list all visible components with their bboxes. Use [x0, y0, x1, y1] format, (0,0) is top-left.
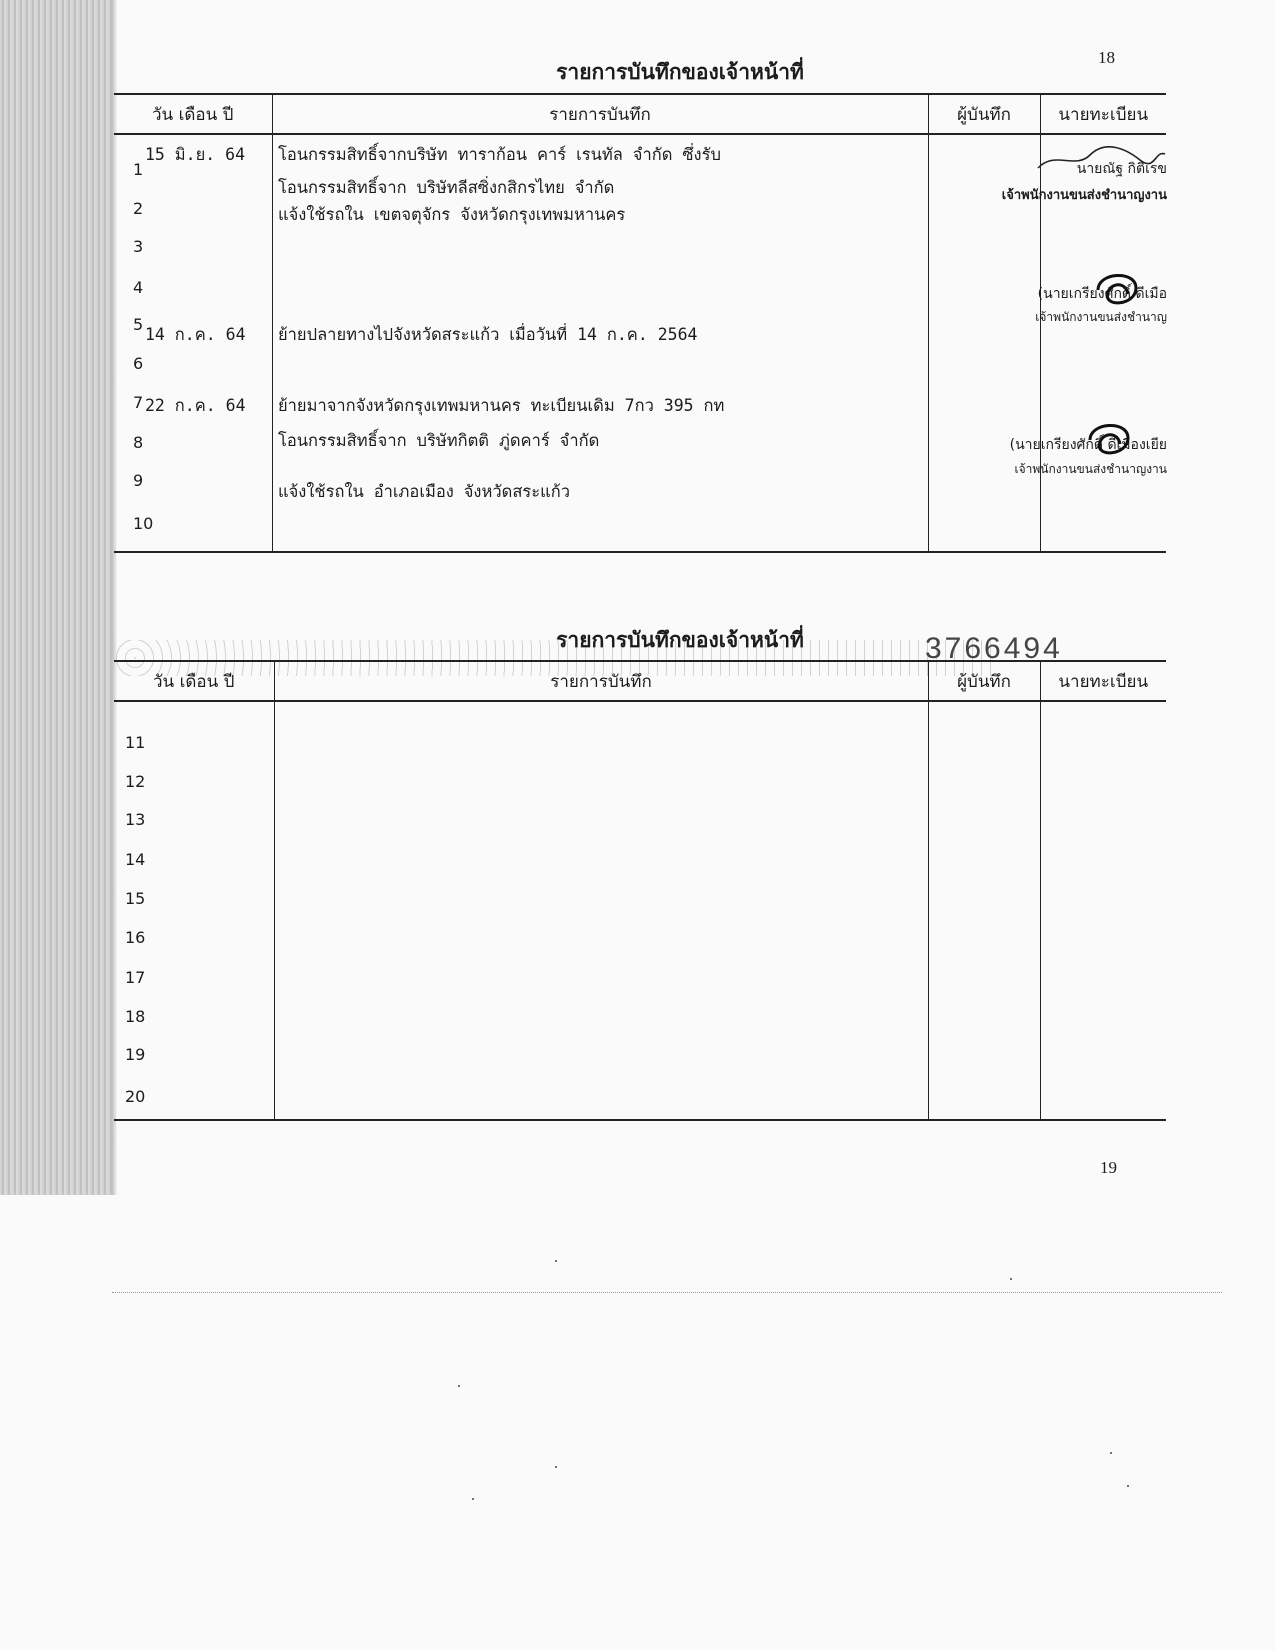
binding-strip [0, 0, 112, 1195]
header-date: วัน เดือน ปี [114, 94, 272, 134]
entry-date: 15 มิ.ย. 64 [145, 145, 246, 164]
scan-speck [555, 1260, 557, 1262]
header-record: รายการบันทึก [272, 94, 928, 134]
row-number: 20 [125, 1087, 146, 1106]
entry-line: ย้ายปลายทางไปจังหวัดสระแก้ว เมื่อวันที่ 14 ก.ค. 2564 [278, 325, 698, 344]
bottom-page-number: 19 [1100, 1158, 1117, 1177]
row-number: 7 [133, 393, 144, 412]
bottom-ledger-table [114, 660, 1166, 1121]
row-number: 13 [125, 810, 146, 829]
scan-speck [472, 1498, 474, 1500]
entry-date: 22 ก.ค. 64 [145, 396, 246, 415]
row-number: 19 [125, 1045, 146, 1064]
row-number: 15 [125, 889, 146, 908]
entry-date: 14 ก.ค. 64 [145, 325, 246, 344]
signature-name: (นายเกรียงศักดิ์ ดีเมือ [1037, 286, 1167, 302]
row-number: 10 [133, 514, 154, 533]
scan-speck [555, 1466, 557, 1468]
header-registrar: นายทะเบียน [1040, 661, 1166, 701]
row-number: 11 [125, 733, 146, 752]
row-number: 4 [133, 278, 144, 297]
scan-speck [1127, 1485, 1129, 1487]
row-number: 18 [125, 1007, 146, 1026]
row-number: 5 [133, 315, 144, 334]
signature-scribble [1088, 268, 1148, 312]
serial-number: 3766494 [925, 632, 1063, 665]
row-number: 2 [133, 199, 144, 218]
header-registrar: นายทะเบียน [1040, 94, 1166, 134]
signature-scribble [1030, 140, 1170, 180]
scan-speck [1010, 1278, 1012, 1280]
row-number: 8 [133, 433, 144, 452]
signature-title: เจ้าพนักงานขนส่งชำนาญ [1035, 310, 1167, 324]
entry-line: แจ้งใช้รถใน เขตจตุจักร จังหวัดกรุงเทพมหานคร [278, 205, 626, 224]
row-number: 12 [125, 772, 146, 791]
entry-line: ย้ายมาจากจังหวัดกรุงเทพมหานคร ทะเบียนเดิม 7กว 395 กท [278, 396, 725, 415]
entry-line: โอนกรรมสิทธิ์จาก บริษัทกิตติ ภู่ดคาร์ จำกัด [278, 431, 600, 450]
bottom-page-title: รายการบันทึกของเจ้าหน้าที่ [556, 627, 804, 652]
row-number: 1 [133, 160, 144, 179]
header-recorder: ผู้บันทึก [928, 661, 1040, 701]
scan-speck [1110, 1452, 1112, 1454]
signature-name: (นายเกรียงศักดิ์ ดีเมืองเยีย [1009, 437, 1167, 453]
entry-line: โอนกรรมสิทธิ์จากบริษัท ทาราก้อน คาร์ เรนทัล จำกัด ซึ่งรับ [278, 145, 721, 164]
entry-line: โอนกรรมสิทธิ์จาก บริษัทลีสซิ่งกสิกรไทย จำกัด [278, 178, 615, 197]
signature-scribble [1080, 418, 1140, 462]
row-number: 16 [125, 928, 146, 947]
entry-line: แจ้งใช้รถใน อำเภอเมือง จังหวัดสระแก้ว [278, 482, 571, 501]
page-edge [112, 1292, 1222, 1293]
row-number: 3 [133, 237, 144, 256]
row-number: 14 [125, 850, 146, 869]
scan-speck [458, 1385, 460, 1387]
signature-name: นายณัฐ กิติเรข [1076, 161, 1167, 177]
header-recorder: ผู้บันทึก [928, 94, 1040, 134]
signature-title: เจ้าพนักงานขนส่งชำนาญงาน [1014, 462, 1167, 476]
header-record: รายการบันทึก [274, 661, 928, 701]
row-number: 9 [133, 471, 144, 490]
signature-title: เจ้าพนักงานขนส่งชำนาญงาน [1001, 188, 1167, 203]
top-page-number: 18 [1098, 48, 1115, 67]
top-page-title: รายการบันทึกของเจ้าหน้าที่ [556, 59, 804, 84]
row-number: 6 [133, 354, 144, 373]
row-number: 17 [125, 968, 146, 987]
header-date: วัน เดือน ปี [114, 661, 274, 701]
